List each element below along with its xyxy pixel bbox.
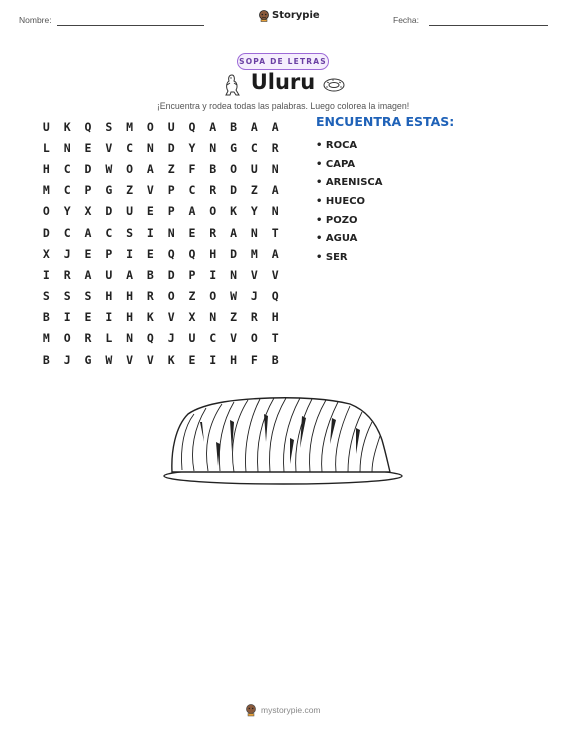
grid-letter[interactable]: H (271, 310, 279, 325)
grid-letter[interactable]: E (84, 140, 92, 155)
grid-letter[interactable]: A (126, 267, 134, 282)
grid-letter[interactable]: U (42, 119, 50, 134)
grid-letter[interactable]: E (146, 246, 154, 261)
grid-letter[interactable]: I (105, 310, 113, 325)
grid-letter[interactable]: A (250, 119, 258, 134)
grid-letter[interactable]: E (84, 310, 92, 325)
grid-letter[interactable]: M (126, 119, 134, 134)
word-item: • AGUA (316, 233, 358, 245)
grid-letter[interactable]: O (167, 289, 175, 304)
word-list (316, 136, 383, 267)
grid-letter[interactable]: P (167, 204, 175, 219)
grid-letter[interactable]: V (146, 183, 154, 198)
grid-letter[interactable]: B (146, 267, 154, 282)
grid-letter[interactable]: Y (250, 204, 258, 219)
word-item: • ROCA (316, 139, 358, 151)
word-item: • POZO (316, 214, 358, 226)
date-label: Fecha: (393, 15, 419, 25)
storypie-logo-icon (245, 703, 257, 717)
grid-letter[interactable]: W (105, 352, 113, 367)
grid-letter[interactable]: M (42, 331, 50, 346)
grid-row (36, 137, 286, 158)
grid-letter[interactable]: L (42, 140, 50, 155)
grid-letter[interactable]: Q (84, 119, 92, 134)
grid-letter[interactable]: P (188, 267, 196, 282)
word-item: • ARENISCA (316, 177, 383, 189)
grid-letter[interactable]: A (271, 119, 279, 134)
grid-letter[interactable]: H (105, 289, 113, 304)
grid-row (36, 243, 286, 264)
grid-letter[interactable]: X (84, 204, 92, 219)
grid-letter[interactable]: B (230, 119, 238, 134)
grid-letter[interactable]: H (126, 310, 134, 325)
grid-letter[interactable]: I (146, 225, 154, 240)
word-list-title: ENCUENTRA ESTAS: (316, 114, 455, 129)
grid-letter[interactable]: N (209, 310, 217, 325)
grid-letter[interactable]: Y (63, 204, 71, 219)
grid-letter[interactable]: B (209, 161, 217, 176)
grid-letter[interactable]: I (126, 246, 134, 261)
grid-letter[interactable]: Z (230, 310, 238, 325)
grid-letter[interactable]: H (230, 352, 238, 367)
grid-letter[interactable]: N (271, 161, 279, 176)
grid-letter[interactable]: G (105, 183, 113, 198)
grid-letter[interactable]: O (146, 119, 154, 134)
grid-letter[interactable]: O (209, 204, 217, 219)
date-line[interactable] (429, 25, 548, 26)
grid-letter[interactable]: V (105, 140, 113, 155)
grid-row (36, 328, 286, 349)
grid-letter[interactable]: Q (188, 246, 196, 261)
grid-letter[interactable]: C (188, 183, 196, 198)
grid-letter[interactable]: K (167, 352, 175, 367)
grid-letter[interactable]: I (42, 267, 50, 282)
grid-letter[interactable]: D (230, 246, 238, 261)
grid-row (36, 201, 286, 222)
grid-letter[interactable]: G (84, 352, 92, 367)
grid-letter[interactable]: S (63, 289, 71, 304)
grid-letter[interactable]: K (146, 310, 154, 325)
grid-letter[interactable]: I (209, 267, 217, 282)
grid-letter[interactable]: P (167, 183, 175, 198)
grid-letter[interactable]: A (84, 225, 92, 240)
grid-letter[interactable]: S (42, 289, 50, 304)
page-title: Uluru (250, 70, 316, 94)
grid-letter[interactable]: N (250, 225, 258, 240)
grid-letter[interactable]: U (167, 119, 175, 134)
grid-letter[interactable]: N (126, 331, 134, 346)
logo (258, 9, 320, 22)
grid-letter[interactable]: O (230, 161, 238, 176)
grid-letter[interactable]: C (250, 140, 258, 155)
grid-letter[interactable]: H (209, 246, 217, 261)
grid-letter[interactable]: S (105, 119, 113, 134)
grid-letter[interactable]: C (63, 225, 71, 240)
grid-letter[interactable]: A (271, 246, 279, 261)
grid-letter[interactable]: X (188, 310, 196, 325)
grid-letter[interactable]: C (63, 161, 71, 176)
grid-letter[interactable]: E (84, 246, 92, 261)
grid-row (36, 264, 286, 285)
grid-letter[interactable]: E (146, 204, 154, 219)
grid-letter[interactable]: C (209, 331, 217, 346)
grid-letter[interactable]: R (84, 331, 92, 346)
grid-letter[interactable]: X (42, 246, 50, 261)
grid-letter[interactable]: T (271, 225, 279, 240)
grid-letter[interactable]: R (146, 289, 154, 304)
stone-ring-icon (322, 77, 346, 93)
grid-letter[interactable]: Z (188, 289, 196, 304)
grid-letter[interactable]: P (84, 183, 92, 198)
grid-letter[interactable]: D (42, 225, 50, 240)
grid-letter[interactable]: M (250, 246, 258, 261)
grid-letter[interactable]: Q (167, 246, 175, 261)
grid-letter[interactable]: L (105, 331, 113, 346)
grid-row (36, 180, 286, 201)
grid-letter[interactable]: E (188, 225, 196, 240)
grid-row (36, 116, 286, 137)
grid-row (36, 307, 286, 328)
grid-letter[interactable]: U (188, 331, 196, 346)
grid-letter[interactable]: O (42, 204, 50, 219)
name-label: Nombre: (19, 15, 52, 25)
grid-letter[interactable]: R (63, 267, 71, 282)
grid-letter[interactable]: Q (188, 119, 196, 134)
grid-letter[interactable]: B (271, 352, 279, 367)
grid-letter[interactable]: B (42, 310, 50, 325)
grid-letter[interactable]: N (167, 225, 175, 240)
grid-letter[interactable]: D (230, 183, 238, 198)
grid-letter[interactable]: V (230, 331, 238, 346)
grid-letter[interactable]: V (126, 352, 134, 367)
grid-letter[interactable]: Z (250, 183, 258, 198)
storypie-logo-icon (258, 9, 270, 22)
grid-letter[interactable]: V (167, 310, 175, 325)
grid-letter[interactable]: J (63, 246, 71, 261)
grid-letter[interactable]: K (230, 204, 238, 219)
grid-letter[interactable]: O (63, 331, 71, 346)
grid-letter[interactable]: I (209, 352, 217, 367)
grid-letter[interactable]: U (250, 161, 258, 176)
grid-letter[interactable]: O (250, 331, 258, 346)
grid-letter[interactable]: C (105, 225, 113, 240)
grid-row (36, 222, 286, 243)
grid-letter[interactable]: Z (126, 183, 134, 198)
grid-letter[interactable]: A (209, 119, 217, 134)
word-item: • SER (316, 251, 348, 263)
grid-letter[interactable]: S (84, 289, 92, 304)
grid-letter[interactable]: N (271, 204, 279, 219)
grid-letter[interactable]: J (63, 352, 71, 367)
letter-grid[interactable] (36, 116, 286, 370)
grid-letter[interactable]: Y (188, 140, 196, 155)
grid-letter[interactable]: R (209, 183, 217, 198)
grid-letter[interactable]: M (42, 183, 50, 198)
grid-letter[interactable]: F (188, 161, 196, 176)
puzzle-type-badge: SOPA DE LETRAS (237, 53, 329, 70)
name-line[interactable] (57, 25, 204, 26)
grid-letter[interactable]: K (63, 119, 71, 134)
grid-letter[interactable]: R (209, 225, 217, 240)
grid-letter[interactable]: G (230, 140, 238, 155)
grid-letter[interactable]: S (126, 225, 134, 240)
grid-letter[interactable]: Q (146, 331, 154, 346)
grid-letter[interactable]: B (42, 352, 50, 367)
grid-letter[interactable]: C (63, 183, 71, 198)
grid-letter[interactable]: E (188, 352, 196, 367)
uluru-rock-drawing[interactable] (160, 392, 406, 492)
grid-letter[interactable]: D (167, 140, 175, 155)
grid-letter[interactable]: A (84, 267, 92, 282)
grid-letter[interactable]: R (271, 140, 279, 155)
grid-row (36, 349, 286, 370)
grid-letter[interactable]: A (230, 225, 238, 240)
instructions: ¡Encuentra y rodea todas las palabras. Luego colorea la imagen! (156, 101, 410, 111)
grid-letter[interactable]: I (63, 310, 71, 325)
grid-letter[interactable]: A (271, 183, 279, 198)
grid-letter[interactable]: N (230, 267, 238, 282)
grid-letter[interactable]: U (105, 267, 113, 282)
grid-letter[interactable]: N (63, 140, 71, 155)
grid-letter[interactable]: C (126, 140, 134, 155)
grid-letter[interactable]: R (250, 310, 258, 325)
grid-letter[interactable]: O (126, 161, 134, 176)
grid-row (36, 286, 286, 307)
grid-letter[interactable]: N (209, 140, 217, 155)
grid-letter[interactable]: O (209, 289, 217, 304)
grid-letter[interactable]: U (126, 204, 134, 219)
grid-letter[interactable]: Q (271, 289, 279, 304)
grid-letter[interactable]: A (188, 204, 196, 219)
grid-letter[interactable]: J (167, 331, 175, 346)
word-item: • CAPA (316, 158, 356, 170)
grid-letter[interactable]: H (126, 289, 134, 304)
grid-letter[interactable]: W (230, 289, 238, 304)
grid-letter[interactable]: V (146, 352, 154, 367)
grid-letter[interactable]: D (84, 161, 92, 176)
grid-letter[interactable]: N (146, 140, 154, 155)
grid-letter[interactable]: T (271, 331, 279, 346)
grid-letter[interactable]: W (105, 161, 113, 176)
grid-letter[interactable]: A (146, 161, 154, 176)
grid-letter[interactable]: D (167, 267, 175, 282)
grid-letter[interactable]: F (250, 352, 258, 367)
grid-letter[interactable]: H (42, 161, 50, 176)
grid-letter[interactable]: Z (167, 161, 175, 176)
grid-letter[interactable]: V (250, 267, 258, 282)
logo-text: Storypie (272, 10, 320, 21)
grid-letter[interactable]: P (105, 246, 113, 261)
grid-letter[interactable]: D (105, 204, 113, 219)
grid-letter[interactable]: J (250, 289, 258, 304)
word-item: • HUECO (316, 195, 366, 207)
footer (245, 703, 321, 717)
grid-row (36, 158, 286, 179)
grid-letter[interactable]: V (271, 267, 279, 282)
footer-url[interactable]: mystorypie.com (261, 705, 321, 715)
